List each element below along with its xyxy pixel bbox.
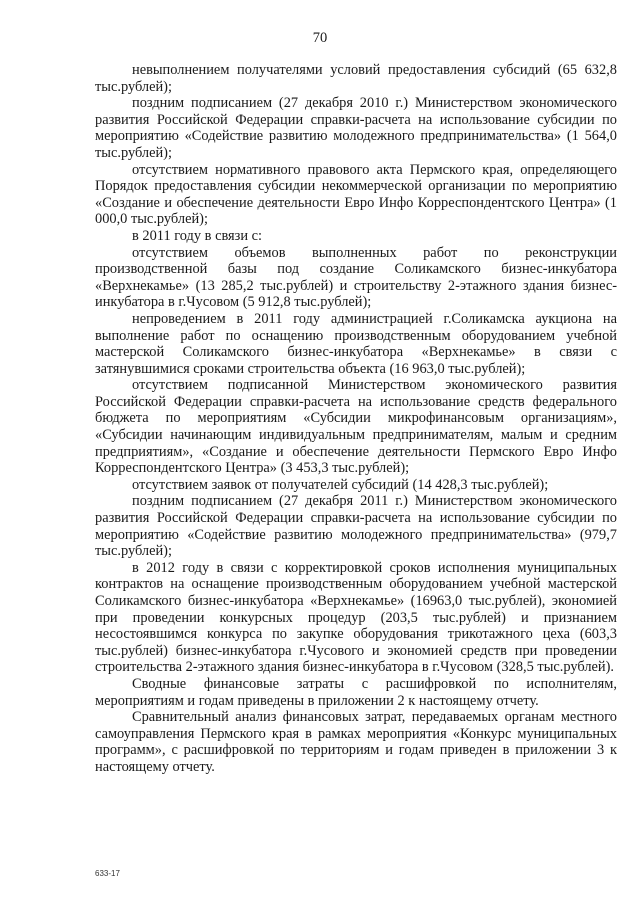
paragraph: Сравнительный анализ финансовых затрат, передаваемых органам местного самоуправления Пермского края в рамках мероприятия «Конкурс муниципальных программ», с расшифровкой по территориям и годам приведен в приложении 3 к настоящему отчету. bbox=[95, 709, 617, 775]
paragraph: в 2012 году в связи с корректировкой сроков исполнения муниципальных контрактов на оснащение производственным оборудованием учебной мастерской Соликамского бизнес-инкубатора «Верхнекамье» (16963,0 тыс.рублей), экономией при проведении конкурсных процедур (203,5 тыс.рублей) и признанием несостоявшимся конкурса по закупке оборудования трикотажного цеха (603,3 тыс.рублей) бизнес-инкубатора г.Чусового и экономией средств при проведении строительства 2-этажного здания бизнес-инкубатора в г.Чусовом (328,5 тыс.рублей). bbox=[95, 559, 617, 676]
paragraph: отсутствием нормативного правового акта Пермского края, определяющего Порядок предоставления субсидии некоммерческой организации по мероприятию «Создание и обеспечение деятельности Евро Инфо Корреспондентского Центра» (1 000,0 тыс.рублей); bbox=[95, 161, 617, 228]
paragraph: непроведением в 2011 году администрацией г.Соликамска аукциона на выполнение работ по оснащению производственным оборудованием учебной мастерской Соликамского бизнес-инкубатора «Верхнекамье» в связи с затянувшимися сроками строительства объекта (16 963,0 тыс.рублей); bbox=[95, 310, 617, 377]
paragraph: отсутствием подписанной Министерством экономического развития Российской Федерации справки-расчета на использование средств федерального бюджета по мероприятиям «Субсидии микрофинансовым организациям», «Субсидии начинающим индивидуальным предпринимателям, малым и средним предприятиям», «Создание и обеспечение деятельности Пермского Евро Инфо Корреспондентского Центра» (3 453,3 тыс.рублей); bbox=[95, 377, 617, 477]
paragraph: поздним подписанием (27 декабря 2010 г.) Министерством экономического развития Российской Федерации справки-расчета на использование субсидии по мероприятию «Содействие развитию молодежного предпринимательства» (1 564,0 тыс.рублей); bbox=[95, 95, 617, 161]
paragraph: невыполнением получателями условий предоставления субсидий (65 632,8 тыс.рублей); bbox=[95, 62, 617, 95]
page-number: 70 bbox=[312, 30, 328, 46]
paragraph: поздним подписанием (27 декабря 2011 г.) Министерством экономического развития Российской Федерации справки-расчета на использование субсидии по мероприятию «Содействие развитию молодежного предпринимательства» (979,7 тыс.рублей); bbox=[95, 493, 617, 560]
paragraph: в 2011 году в связи с: bbox=[132, 227, 263, 244]
document-body bbox=[95, 62, 617, 776]
footer-code: 633-17 bbox=[95, 869, 120, 878]
paragraph: отсутствием объемов выполненных работ по реконструкции производственной базы под создание Соликамского бизнес-инкубатора «Верхнекамье» (13 285,2 тыс.рублей) и строительству 2-этажного здания бизнес-инкубатора в г.Чусовом (5 912,8 тыс.рублей); bbox=[95, 244, 617, 311]
paragraph: отсутствием заявок от получателей субсидий (14 428,3 тыс.рублей); bbox=[132, 476, 549, 493]
paragraph: Сводные финансовые затраты с расшифровкой по исполнителям, мероприятиям и годам приведены в приложении 2 к настоящему отчету. bbox=[95, 675, 617, 709]
